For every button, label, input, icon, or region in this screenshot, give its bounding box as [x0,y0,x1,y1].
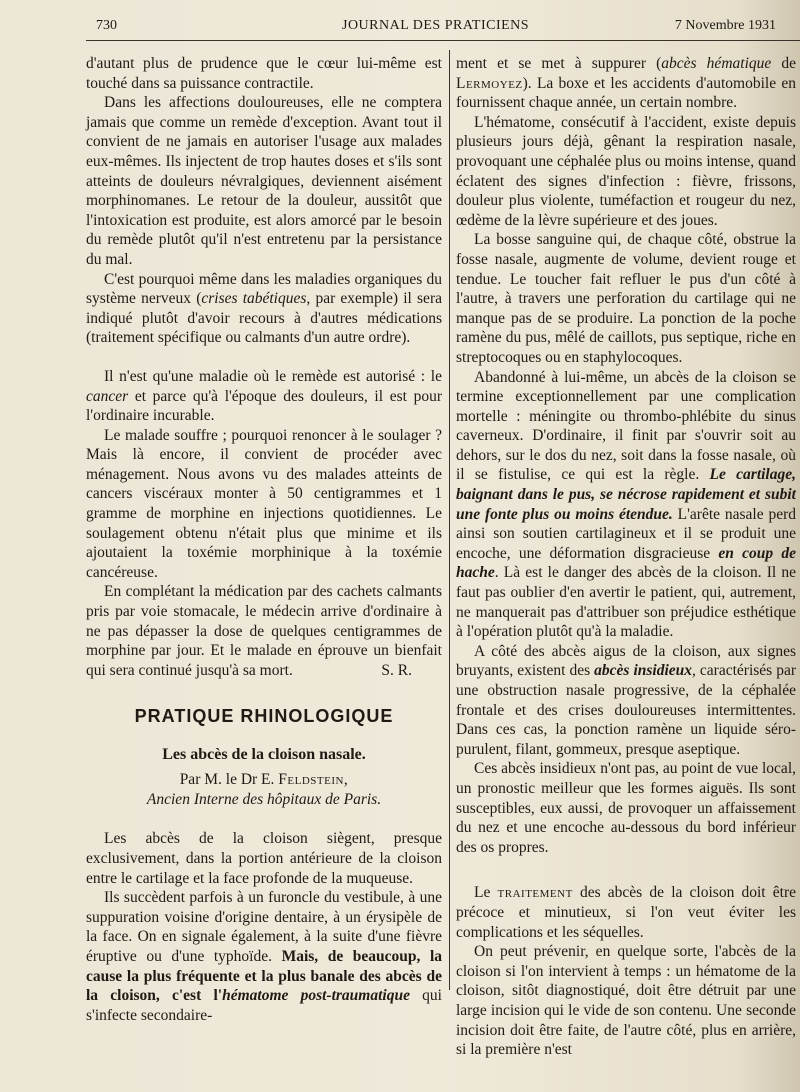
page-number: 730 [96,18,117,33]
journal-title: JOURNAL DES PRATICIENS [342,18,530,33]
paragraph: L'hématome, consécutif à l'accident, existe depuis plusieurs jours déjà, gênant la respiration nasale, provoquant une céphalée plus ou moins intense, quand éclatent des signes d'infection : fièvre, frissons, douleur plus violente, tuméfaction et rougeur du nez, œdème de la lèvre supérieure et des joues. [456,113,796,229]
article-title: Les abcès de la cloison nasale. [162,745,366,763]
paragraph: La bosse sanguine qui, de chaque côté, obstrue la fosse nasale, augmente de volume, devient rouge et tendue. Le toucher fait refluer le pus d'un côté à l'autre, à travers une perforation du cartilage qui ne manque pas de se produire. La ponction de la poche ramène du pus, mêlé de caillots, pus septique, riche en streptocoques ou en staphylocoques. [456,231,796,366]
paragraph: Le traitement des abcès de la cloison doit être précoce et minutieux, si l'on veut éviter les complications et les séquelles. [456,884,796,941]
header-rule [86,40,800,41]
paragraph: ment et se met à suppurer (abcès hématique de Lermoyez). La boxe et les accidents d'automobile en fournissent chaque année, un certain nombre. [456,55,796,112]
author-affiliation: Ancien Interne des hôpitaux de Paris. [146,790,382,808]
signature: S. R. [381,662,412,680]
byline: Par M. le Dr E. Feldstein, [179,771,349,789]
paragraph: Ils succèdent parfois à un furoncle du vestibule, à une suppuration voisine d'origine dentaire, à un érysipèle de la face. On en signale également, à la suite d'une fièvre éruptive ou d'une typhoïde. Mais, de beaucoup, la cause la plus fréquente et la plus banale des abcès de la cloison, c'est l'hématome post-traumatique qui s'infecte secondaire- [86,889,443,1024]
paragraph: On peut prévenir, en quelque sorte, l'abcès de la cloison si l'on intervient à temps : un hématome de la cloison, sitôt diagnostiqué, doit être détruit par une large incision qui le vide de son contenu. Une seconde incision doit être faite, de l'autre côté, plus en arrière, si la première n'est [456,943,796,1059]
left-column [86,54,442,1025]
section-title: PRATIQUE RHINOLOGIQUE [134,706,394,726]
running-header [96,18,786,38]
paragraph: Abandonné à lui-même, un abcès de la cloison se termine exceptionnellement par une complication mortelle : méningite ou thrombo-phlébite du sinus caverneux. D'ordinaire, il finit par s'ouvrir soit au dehors, sur le dos du nez, soit dans la fosse nasale, où il se fistulise, ce qui est la règle. Le cartilage, baignant dans le pus, se nécrose rapidement et subit une fonte plus ou moins étendue. L'arête nasale perd ainsi son soutien cartilagineux et il se produit une encoche, une déformation disgracieuse en coup de hache. Là est le danger des abcès de la cloison. Il ne faut pas oublier d'en avertir le patient, qui, autrement, ne manquerait pas d'attribuer son préjudice esthétique à l'opération plutôt qu'à la maladie. [456,368,796,641]
paragraph: Ces abcès insidieux n'ont pas, au point de vue local, un pronostic meilleur que les formes aiguës. Ils sont susceptibles, eux aussi, de provoquer un affaissement du nez et une encoche au-dessous du bord inférieur des os propres. [456,760,796,856]
paragraph: Il n'est qu'une maladie où le remède est autorisé : le cancer et parce qu'à l'époque des douleurs, il est pour l'ordinaire incurable. [86,367,442,425]
issue-date: 7 Novembre 1931 [674,18,776,33]
paragraph: d'autant plus de prudence que le cœur lui-même est touché dans sa puissance contractile. [86,55,442,92]
paragraph: Les abcès de la cloison siègent, presque exclusivement, dans la portion antérieure de la cloison entre le cartilage et la face profonde de la muqueuse. [86,830,442,887]
right-column [456,54,796,1060]
column-divider [449,50,450,990]
paragraph: A côté des abcès aigus de la cloison, aux signes bruyants, existent des abcès insidieux, caractérisés par une obstruction nasale progressive, de la céphalée frontale et des crises douloureuses intermittentes. Dans ces cas, la ponction ramène un liquide séro-purulent, filant, gommeux, presque aseptique. [456,642,796,758]
paragraph: C'est pourquoi même dans les maladies organiques du système nerveux (crises tabétiques, par exemple) il sera indiqué plutôt d'avoir recours à d'autres médications (traitement spécifique ou calmants d'un autre ordre). [86,270,442,347]
paragraph: Dans les affections douloureuses, elle ne comptera jamais que comme un remède d'exception. Avant tout il convient de ne jamais en autoriser l'usage aux malades eux-mêmes. Ils injectent de trop hautes doses et s'ils sont atteints de douleurs névralgiques, deviennent aisément morphinomanes. Le retour de la douleur, aussitôt que l'intoxication est produite, est alors amorcé par le besoin du remède plutôt qu'il n'est entretenu par la persistance du mal. [86,94,442,268]
paragraph: Le malade souffre ; pourquoi renoncer à le soulager ? Mais là encore, il convient de procéder avec ménagement. Nous avons vu des malades atteints de cancers viscéraux monter à 50 centigrammes et 1 gramme de morphine en injections quotidiennes. Le soulagement obtenu n'était plus que minime et ils ajoutaient la toxémie morphinique à la toxémie cancéreuse. [86,426,442,581]
paragraph: En complétant la médication par des cachets calmants pris par voie stomacale, le médecin arrive d'ordinaire à ne pas dépasser la dose de quelques centigrammes de morphine par jour. Et le malade en éprouve un bienfait qui sera continué jusqu'à sa mort. [86,583,442,679]
